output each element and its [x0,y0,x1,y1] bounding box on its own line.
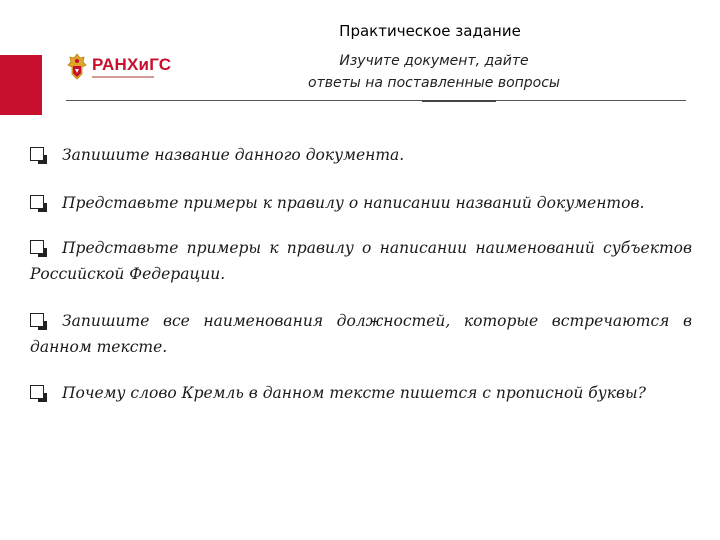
checkbox-square-icon [30,313,44,327]
red-accent-block [0,55,42,115]
emblem-icon [66,52,88,82]
task-text: Запишите название данного документа. [62,146,405,164]
checkbox-square-icon [30,385,44,399]
task-text: Представьте примеры к правилу о написании наименований субъектов Российской Федерации. [30,239,692,283]
subtitle-line-1: Изучите документ, дайте [339,53,529,69]
subtitle-line-2: ответы на поставленные вопросы [308,75,560,91]
ranepa-logo [66,50,171,84]
page-subtitle [260,50,608,94]
checkbox-square-icon [30,147,44,161]
task-text: Почему слово Кремль в данном тексте пишется с прописной буквы? [62,384,646,402]
header-divider-accent [422,100,496,102]
task-item [30,308,692,360]
logo-text: РАНХиГС [92,55,172,74]
task-text: Запишите все наименования должностей, которые встречаются в данном тексте. [30,312,692,356]
task-text: Представьте примеры к правилу о написании названий документов. [62,194,645,212]
page-title: Практическое задание [339,22,521,40]
task-item [30,142,692,168]
task-item [30,380,692,406]
checkbox-square-icon [30,240,44,254]
header-divider [66,100,686,101]
checkbox-square-icon [30,195,44,209]
logo-underline [92,76,154,78]
task-item [30,235,692,287]
task-item [30,190,692,216]
